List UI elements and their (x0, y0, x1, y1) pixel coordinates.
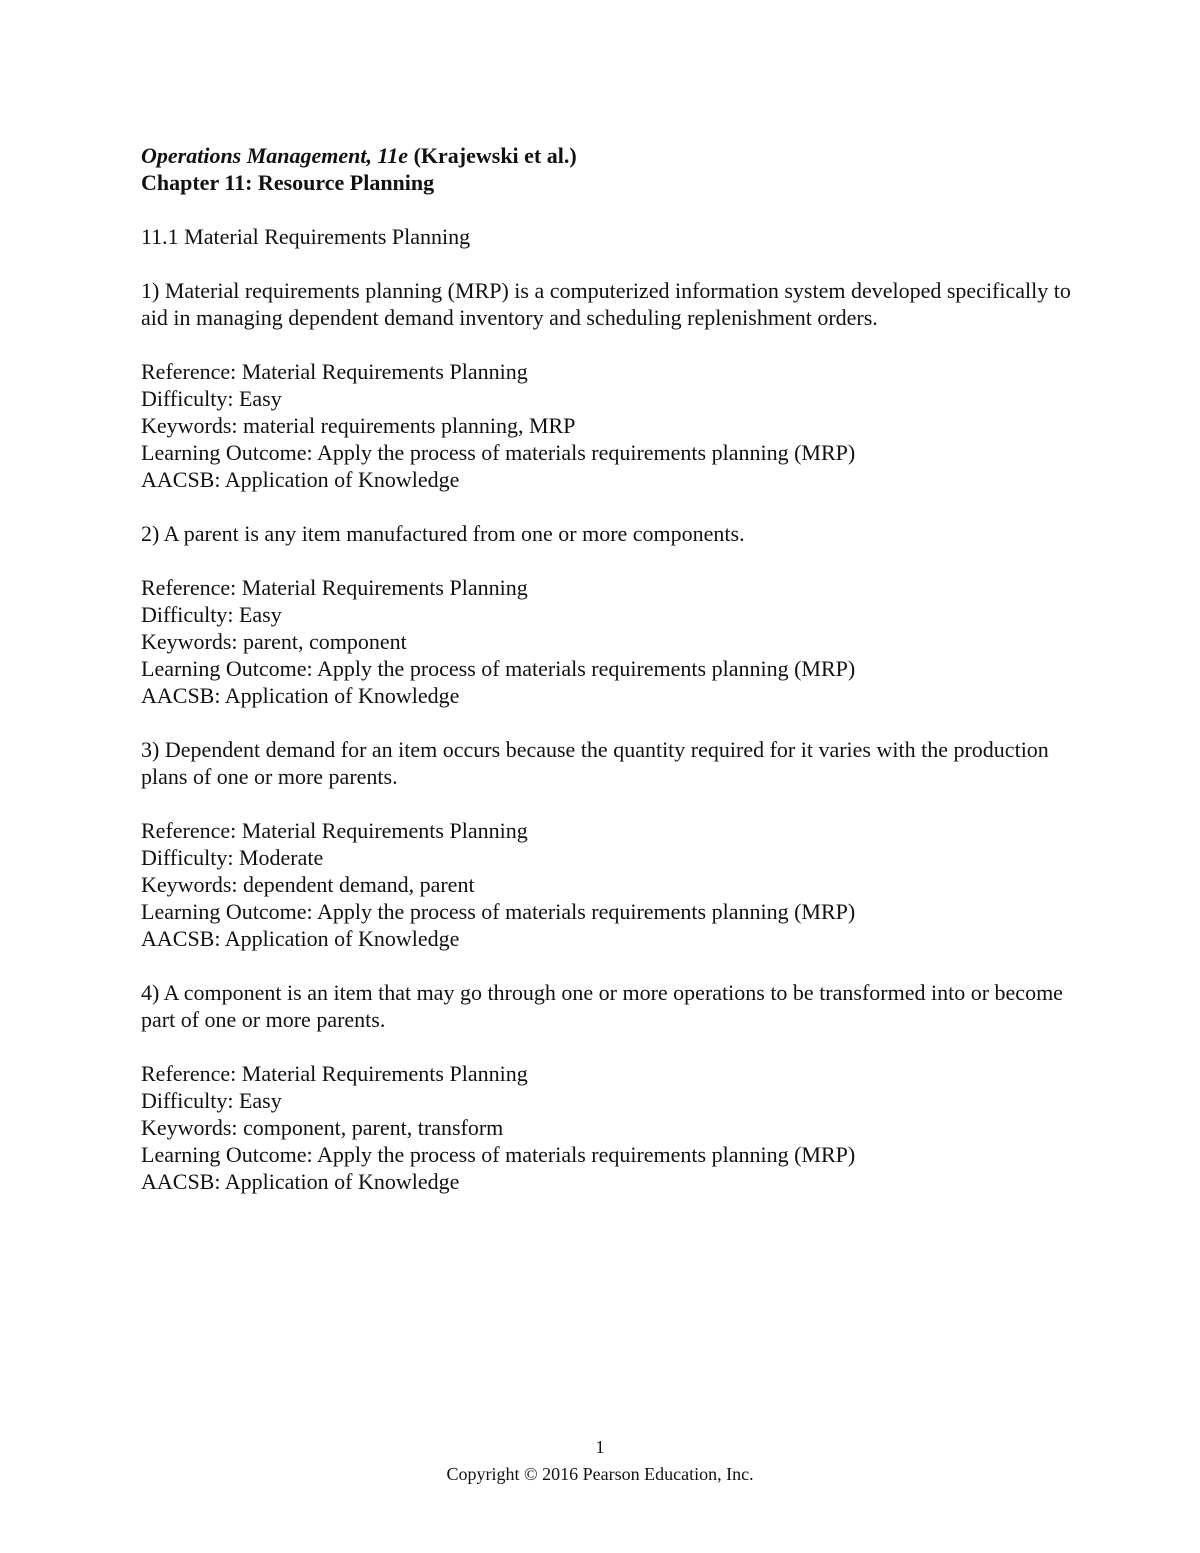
question-meta (141, 574, 1071, 709)
book-title: Operations Management, 11e (141, 143, 409, 168)
question-block (141, 979, 1071, 1195)
page-number: 1 (595, 1437, 605, 1457)
document-title (141, 142, 1071, 169)
question-block (141, 520, 1071, 709)
chapter-heading: Chapter 11: Resource Planning (141, 170, 435, 195)
keywords-line: Keywords: component, parent, transform (141, 1115, 504, 1140)
page-content (141, 142, 1071, 1222)
keywords-line: Keywords: dependent demand, parent (141, 872, 475, 897)
section-heading: 11.1 Material Requirements Planning (141, 224, 471, 249)
difficulty-line: Difficulty: Easy (141, 386, 282, 411)
keywords-line: Keywords: material requirements planning, MRP (141, 413, 576, 438)
question-text: 4) A component is an item that may go through one or more operations to be transformed into or become part of one or more parents. (141, 980, 1063, 1032)
difficulty-line: Difficulty: Moderate (141, 845, 324, 870)
reference-line: Reference: Material Requirements Planning (141, 359, 528, 384)
question-text: 2) A parent is any item manufactured from one or more components. (141, 521, 745, 546)
aacsb-line: AACSB: Application of Knowledge (141, 467, 460, 492)
question-block (141, 277, 1071, 493)
aacsb-line: AACSB: Application of Knowledge (141, 926, 460, 951)
question-meta (141, 358, 1071, 493)
learning-outcome-line: Learning Outcome: Apply the process of materials requirements planning (MRP) (141, 440, 856, 465)
keywords-line: Keywords: parent, component (141, 629, 407, 654)
aacsb-line: AACSB: Application of Knowledge (141, 1169, 460, 1194)
learning-outcome-line: Learning Outcome: Apply the process of materials requirements planning (MRP) (141, 899, 856, 924)
question-block (141, 736, 1071, 952)
difficulty-line: Difficulty: Easy (141, 1088, 282, 1113)
aacsb-line: AACSB: Application of Knowledge (141, 683, 460, 708)
page-footer (0, 1434, 1200, 1488)
question-text: 1) Material requirements planning (MRP) is a computerized information system developed specifically to aid in managing dependent demand inventory and scheduling replenishment orders. (141, 278, 1071, 330)
learning-outcome-line: Learning Outcome: Apply the process of materials requirements planning (MRP) (141, 1142, 856, 1167)
question-meta (141, 817, 1071, 952)
question-text: 3) Dependent demand for an item occurs because the quantity required for it varies with the production plans of one or more parents. (141, 737, 1049, 789)
question-meta (141, 1060, 1071, 1195)
reference-line: Reference: Material Requirements Planning (141, 1061, 528, 1086)
reference-line: Reference: Material Requirements Planning (141, 818, 528, 843)
difficulty-line: Difficulty: Easy (141, 602, 282, 627)
book-authors: (Krajewski et al.) (408, 143, 577, 168)
copyright-notice: Copyright © 2016 Pearson Education, Inc. (446, 1464, 754, 1484)
reference-line: Reference: Material Requirements Planning (141, 575, 528, 600)
learning-outcome-line: Learning Outcome: Apply the process of materials requirements planning (MRP) (141, 656, 856, 681)
